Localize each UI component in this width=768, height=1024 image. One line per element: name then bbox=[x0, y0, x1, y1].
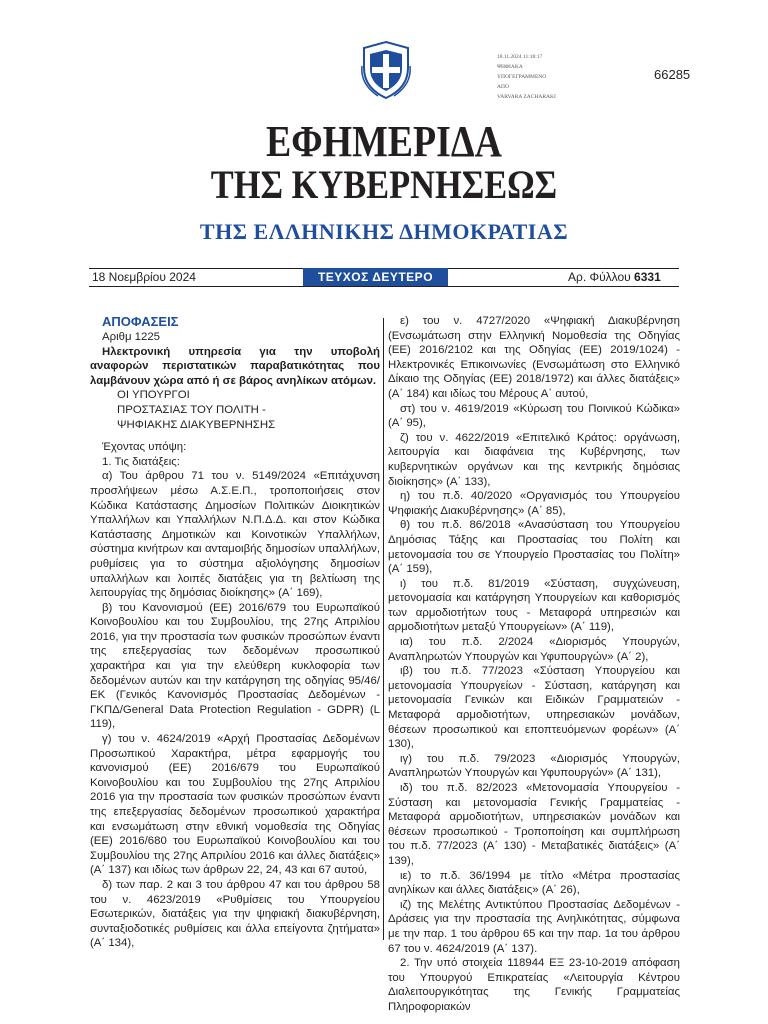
paragraph: β) του Κανονισμού (ΕΕ) 2016/679 του Ευρωπαϊκού Κοινοβουλίου και του Συμβουλίου, της 27ης Απριλίου 2016, για την προστασία των φυσικών προσώπων έναντι της επεξεργασίας των δεδομένων προσωπικού χαρακτήρα και για την ελεύθερη κυκλοφορία των δεδομένων αυτών και την κατάργηση της οδηγίας 95/46/ΕΚ (Γενικός Κανονισμός Προστασίας Δεδομένων - ΓΚΠΔ/General Data Protection Regulation - GDPR) (L 119), bbox=[90, 601, 380, 731]
column-divider bbox=[383, 318, 384, 940]
gazette-subtitle: ΤΗΣ ΕΛΛΗΝΙΚΗΣ ΔΗΜΟΚΡΑΤΙΑΣ bbox=[199, 219, 569, 244]
issue-series-badge: ΤΕΥΧΟΣ ΔΕΥΤΕΡΟ bbox=[303, 268, 448, 286]
paragraph: ι) του π.δ. 81/2019 «Σύσταση, συγχώνευση, μετονομασία και κατάργηση Υπουργείων και καθορισμός των αρμοδιοτήτων τους - Μεταφορά υπηρεσιών και αρμοδιοτήτων μεταξύ Υπουργείων» (Α΄ 119), bbox=[388, 577, 680, 634]
paragraph: ε) του ν. 4727/2020 «Ψηφιακή Διακυβέρνηση (Ενσωμάτωση στην Ελληνική Νομοθεσία της Οδηγίας (ΕΕ) 2016/2102 και της Οδηγίας (ΕΕ) 2019/1024) - Ηλεκτρονικές Επικοινωνίες (Ενσωμάτωση στο Ελληνικό Δίκαιο της Οδηγίας (ΕΕ) 2018/1972) και άλλες διατάξεις» (Α΄ 184) και ιδίως του Μέρους Α΄ αυτού, bbox=[388, 315, 680, 400]
authority-line: ΠΡΟΣΤΑΣΙΑΣ ΤΟΥ ΠΟΛΙΤΗ - bbox=[117, 403, 266, 416]
paragraph: θ) του π.δ. 86/2018 «Ανασύσταση του Υπουργείου Δημόσιας Τάξης και Προστασίας του Πολίτη και μετονομασία του σε Υπουργείο Προστασίας του Πολίτη» (Α΄ 159), bbox=[388, 519, 680, 576]
paragraph: ζ) του ν. 4622/2019 «Επιτελικό Κράτος: οργάνωση, λειτουργία και διαφάνεια της Κυβέρνησης, των κυβερνητικών οργάνων και της κεντρικής δημόσιας διοίκησης» (Α΄ 133), bbox=[388, 431, 680, 488]
paragraph: στ) του ν. 4619/2019 «Κύρωση του Ποινικού Κώδικα» (Α΄ 95), bbox=[388, 402, 680, 430]
authority-line: ΟΙ ΥΠΟΥΡΓΟΙ bbox=[117, 389, 190, 402]
paragraph: ιδ) του π.δ. 82/2023 «Μετονομασία Υπουργείου - Σύσταση και μετονομασία Γενικής Γραμματείας - Μεταφορά αρμοδιοτήτων, υπηρεσιακών μονάδων και θέσεων προσωπικού - Τροποποίηση και συμπλήρωση του π.δ. 77/2023 (Α΄ 130) - Μεταβατικές διατάξεις» (Α΄ 139), bbox=[388, 782, 680, 867]
paragraph: ιζ) της Μελέτης Αντικτύπου Προστασίας Δεδομένων - Δράσεις για την προστασία της Ανηλικότητας, σύμφωνα με την παρ. 1 του άρθρου 65 και την παρ. 1α του άρθρου 67 του ν. 4624/2019 (Α΄ 137). bbox=[388, 898, 680, 955]
decision-number: Αριθμ 1225 bbox=[102, 331, 161, 343]
sheet-number bbox=[568, 270, 661, 285]
paragraph: ιβ) του π.δ. 77/2023 «Σύσταση Υπουργείου και μετονομασία Υπουργείων - Σύσταση, κατάργηση και μετονομασία Γενικών και Ειδικών Γραμματειών - Μεταφορά αρμοδιοτήτων, υπηρεσιακών μονάδων, θέσεων προσωπικού και εποπτευόμενων φορέων» (Α΄ 130), bbox=[388, 665, 680, 751]
gazette-title-line-2: ΤΗΣ ΚΥΒΕΡΝΗΣΕΩΣ bbox=[210, 162, 558, 207]
paragraph: ιγ) του π.δ. 79/2023 «Διορισμός Υπουργών, Αναπληρωτών Υπουργών και Υφυπουργών» (Α΄ 131), bbox=[388, 752, 680, 780]
issuing-authority bbox=[117, 388, 380, 432]
header-rule-bottom bbox=[89, 286, 679, 287]
signature-line: VARVARA ZACHARAKI bbox=[497, 94, 556, 100]
sheet-number-value: 6331 bbox=[634, 270, 661, 284]
paragraph: 2. Την υπό στοιχεία 118944 ΕΞ 23-10-2019 απόφαση του Υπουργού Επικρατείας «Λειτουργία Κέντρου Διαλειτουργικότητας της Γενικής Γραμματείας Πληροφοριακών bbox=[388, 957, 680, 1013]
decision-title: Ηλεκτρονική υπηρεσία για την υποβολή αναφορών περιστατικών παραβατικότητας που λαμβάνουν χώρα από ή σε βάρος ανηλίκων ατόμων. bbox=[90, 345, 380, 387]
right-column bbox=[388, 314, 680, 1015]
sheet-label: Αρ. Φύλλου bbox=[568, 270, 631, 284]
authority-line: ΨΗΦΙΑΚΗΣ ΔΙΑΚΥΒΕΡΝΗΣΗΣ bbox=[117, 418, 276, 431]
page-number: 66285 bbox=[654, 67, 691, 82]
paragraph: Έχοντας υπόψη: bbox=[102, 441, 187, 454]
section-heading: ΑΠΟΦΑΣΕΙΣ bbox=[102, 314, 179, 329]
paragraph: 1. Τις διατάξεις: bbox=[102, 455, 180, 468]
left-column bbox=[90, 314, 380, 951]
signature-line: ΨΗΦΙΑΚΑ bbox=[497, 64, 523, 70]
paragraph: η) του π.δ. 40/2020 «Οργανισμός του Υπουργείου Ψηφιακής Διακυβέρνησης» (Α΄ 85), bbox=[388, 490, 680, 517]
issue-date: 18 Νοεμβρίου 2024 bbox=[92, 270, 196, 284]
paragraph: δ) των παρ. 2 και 3 του άρθρου 47 και του άρθρου 58 του ν. 4623/2019 «Ρυθμίσεις του Υπουργείου Εσωτερικών, διατάξεις για την ψηφιακή διακυβέρνηση, συνταξιοδοτικές ρυθμίσεις και άλλα επείγοντα ζητήματα» (Α΄ 134), bbox=[90, 878, 380, 950]
coat-of-arms-icon bbox=[358, 40, 414, 100]
signature-line: 18.11.2024 11:18:17 bbox=[497, 54, 543, 60]
paragraph: γ) του ν. 4624/2019 «Αρχή Προστασίας Δεδομένων Προσωπικού Χαρακτήρα, μέτρα εφαρμογής του κανονισμού (ΕΕ) 2016/679 του Ευρωπαϊκού Κοινοβουλίου και του Συμβουλίου της 27ης Απριλίου 2016 για την προστασία των φυσικών προσώπων έναντι της επεξεργασίας δεδομένων προσωπικού χαρακτήρα και ενσωμάτωση στην εθνική νομοθεσία της Οδηγίας (ΕΕ) 2016/680 του Ευρωπαϊκού Κοινοβουλίου και του Συμβουλίου της 27ης Απριλίου 2016 και άλλες διατάξεις» (Α΄ 137) και ιδίως των άρθρων 22, 24, 43 και 67 αυτού, bbox=[90, 733, 380, 877]
signature-line: ΑΠΟ bbox=[497, 84, 509, 90]
gazette-title: ΕΦΗΜΕΡΙΔΑ bbox=[266, 117, 502, 166]
digital-signature-stamp bbox=[497, 52, 556, 102]
signature-line: ΥΠΟΓΕΓΡΑΜΜΕΝΟ bbox=[497, 74, 547, 80]
paragraph: α) Του άρθρου 71 του ν. 5149/2024 «Επιτάχυνση προσλήψεων μέσω Α.Σ.Ε.Π., τροποποιήσεις στον Κώδικα Κατάστασης Δημοσίων Πολιτικών Διοικητικών Υπαλλήλων και Υπαλλήλων Ν.Π.Δ.Δ. και στον Κώδικα Κατάστασης Δημοτικών και Κοινοτικών Υπαλλήλων, σύστημα κινήτρων και ανταμοιβής δημοσίων υπαλλήλων, ρυθμίσεις για το σύστημα αξιολόγησης δημοσίων υπαλλήλων και λοιπές διατάξεις για τη βελτίωση της λειτουργίας της δημόσιας διοίκησης» (Α΄ 169), bbox=[90, 470, 380, 600]
paragraph: ιε) το π.δ. 36/1994 με τίτλο «Μέτρα προστασίας ανηλίκων και άλλες διατάξεις» (Α΄ 26), bbox=[388, 869, 680, 897]
paragraph: ια) του π.δ. 2/2024 «Διορισμός Υπουργών, Αναπληρωτών Υπουργών και Υφυπουργών» (Α΄ 2), bbox=[388, 636, 680, 663]
